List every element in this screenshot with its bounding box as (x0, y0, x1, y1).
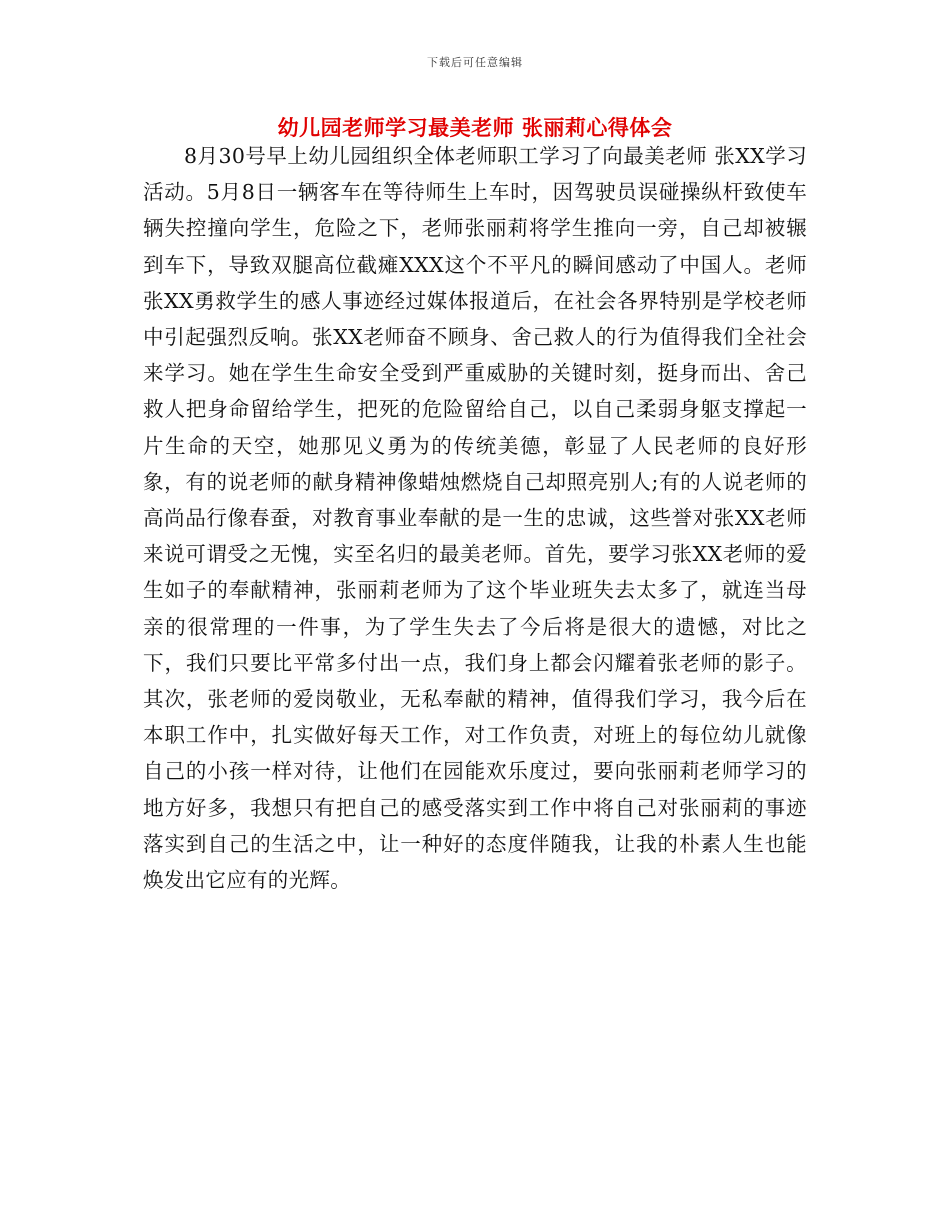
header-note: 下载后可任意编辑 (427, 56, 523, 69)
document-title: 幼儿园老师学习最美老师 张丽莉心得体会 (277, 116, 673, 140)
document-body-paragraph: 8月30号早上幼儿园组织全体老师职工学习了向最美老师 张XX学习活动。5月8日一辆客车在等待师生上车时，因驾驶员误碰操纵杆致使车辆失控撞向学生，危险之下，老师张丽莉将学生推向一旁，自己却被辗到车下，导致双腿高位截瘫XXX这个不平凡的瞬间感动了中国人。老师张XX勇救学生的感人事迹经过媒体报道后，在社会各界特别是学校老师中引起强烈反响。张XX老师奋不顾身、舍己救人的行为值得我们全社会来学习。她在学生生命安全受到严重威胁的关键时刻，挺身而出、舍己救人把身命留给学生，把死的危险留给自己，以自己柔弱身躯支撑起一片生命的天空，她那见义勇为的传统美德，彰显了人民老师的良好形象，有的说老师的献身精神像蜡烛燃烧自己却照亮别人;有的人说老师的高尚品行像春蚕，对教育事业奉献的是一生的忠诚，这些誉对张XX老师来说可谓受之无愧，实至名归的最美老师。首先，要学习张XX老师的爱生如子的奉献精神，张丽莉老师为了这个毕业班失去太多了，就连当母亲的很常理的一件事，为了学生失去了今后将是很大的遗憾，对比之下，我们只要比平常多付出一点，我们身上都会闪耀着张老师的影子。其次，张老师的爱岗敬业，无私奉献的精神，值得我们学习，我今后在本职工作中，扎实做好每天工作，对工作负责，对班上的每位幼儿就像自己的小孩一样对待，让他们在园能欢乐度过，要向张丽莉老师学习的地方好多，我想只有把自己的感受落实到工作中将自己对张丽莉的事迹落实到自己的生活之中，让一种好的态度伴随我，让我的朴素人生也能焕发出它应有的光辉。 (143, 144, 807, 893)
